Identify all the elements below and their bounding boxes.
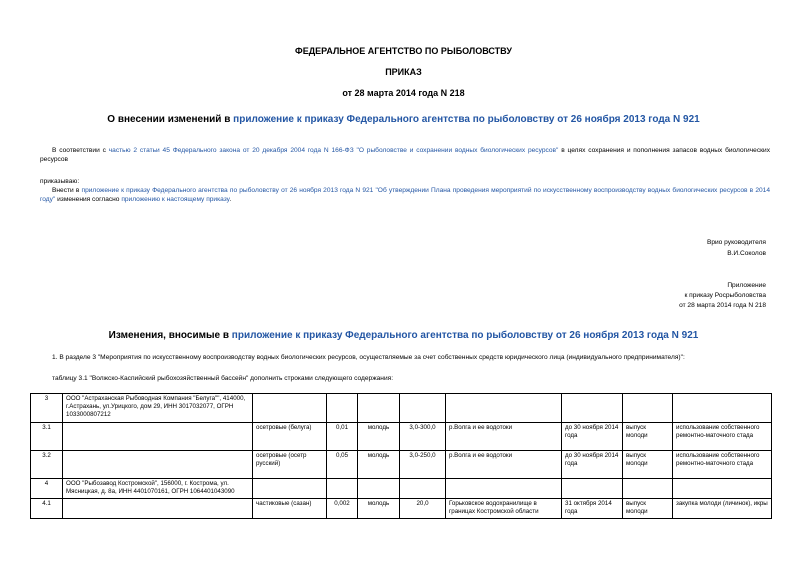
table-cell [253,479,327,499]
preamble-law-link[interactable]: частью 2 статьи 45 Федерального закона от 20 декабря 2004 года N 166-ФЗ "О рыболовстве и сохранении водных биологических ресурсов" [108,147,559,154]
table-cell [63,423,253,451]
table-row [31,499,772,519]
table-cell: ООО "Рыбозавод Костромской", 156000, г. Кострома, ул. Мясницкая, д. 8а, ИНН 4401070161, ОГРН 1064401043090 [63,479,253,499]
table-cell [446,479,562,499]
table-cell: Горьковское водохранилище в границах Костромской области [446,499,562,519]
table-cell: выпуск молоди [623,451,673,479]
document-subject [0,114,807,125]
table-cell [623,394,673,423]
table-cell [562,479,623,499]
table-cell [358,394,400,423]
preamble-text-end: в целях сохранения и пополнения запасов водных биологических ресурсов [40,147,771,164]
changes-prefix: Изменения, вносимые в [108,330,232,341]
order-paragraph [40,186,770,204]
table-cell: 0,05 [327,451,358,479]
table-cell: молодь [358,451,400,479]
order-appendix-link[interactable]: приложение к приказу Федерального агентства по рыболовству от 26 ноября 2013 года N 921 "Об утверждении Плана проведения мероприятий по искусственному воспроизводству водных биологических ресурсов в 2014 году" [40,187,770,204]
changes-item-1: 1. В разделе 3 "Мероприятия по искусственному воспроизводству водных биологических ресурсов, осуществляемые за счет собственных средств юридического лица (индивидуального предпринимателя)": [52,354,685,361]
table-cell: р.Волга и ее водотоки [446,423,562,451]
table-cell: выпуск молоди [623,423,673,451]
order-attachment-link[interactable]: приложению к настоящему приказу [121,196,230,204]
table-cell: 3 [31,394,63,423]
table-cell: 4.1 [31,499,63,519]
order-text: Внести в [52,187,82,194]
table-cell [623,479,673,499]
preamble-text: В соответствии с [52,147,109,154]
table-cell: 3.1 [31,423,63,451]
appendix-title: Приложение [727,282,766,289]
table-row [31,394,772,423]
table-cell: 0,002 [327,499,358,519]
table-cell [673,394,772,423]
changes-table [30,393,772,519]
agency-title: ФЕДЕРАЛЬНОЕ АГЕНТСТВО ПО РЫБОЛОВСТВУ [295,46,512,56]
changes-link[interactable]: приложение к приказу Федерального агентства по рыболовству от 26 ноября 2013 года N 921 [231,330,699,341]
table-cell: осетровые (осетр русский) [253,451,327,479]
table-cell: молодь [358,499,400,519]
preamble-paragraph [40,146,770,164]
table-cell: 3,0-250,0 [400,451,446,479]
table-cell: осетровые (белуга) [253,423,327,451]
signature-position: Врио руководителя [706,239,766,246]
document-type: ПРИКАЗ [385,67,422,77]
table-row [31,479,772,499]
order-word: приказываю: [40,178,80,185]
subject-prefix: О внесении изменений в [107,114,234,125]
appendix-line2: от 28 марта 2014 года N 218 [679,302,766,309]
table-cell: ООО "Астраханская Рыбоводная Компания "Белуга"", 414000, г.Астрахань, ул.Урицкого, дом 29, ИНН 3017032077, ОГРН 1033000807212 [63,394,253,423]
table-cell [327,479,358,499]
table-cell: 20,0 [400,499,446,519]
changes-title [0,330,807,341]
table-cell [400,394,446,423]
table-cell: использование собственного ремонтно-маточного стада [673,423,772,451]
table-cell [63,451,253,479]
table-cell [562,394,623,423]
table-cell [400,479,446,499]
subject-link[interactable]: приложение к приказу Федерального агентства по рыболовству от 26 ноября 2013 года N 921 [233,114,700,125]
table-cell: выпуск молоди [623,499,673,519]
table-cell: использование собственного ремонтно-маточного стада [673,451,772,479]
table-cell: до 30 ноября 2014 года [562,423,623,451]
table-cell: р.Волга и ее водотоки [446,451,562,479]
table-cell: закупка молоди (личинок), икры [673,499,772,519]
appendix-line1: к приказу Росрыболовства [684,292,766,299]
table-cell: 31 октября 2014 года [562,499,623,519]
order-text-mid: изменения согласно [55,196,122,204]
table-cell [327,394,358,423]
table-cell: 4 [31,479,63,499]
table-cell: 3,0-300,0 [400,423,446,451]
table-cell [63,499,253,519]
table-cell: частиковые (сазан) [253,499,327,519]
table-cell: молодь [358,423,400,451]
table-cell: до 30 ноября 2014 года [562,451,623,479]
table-cell [358,479,400,499]
table-cell: 3.2 [31,451,63,479]
table-cell: 0,01 [327,423,358,451]
table-cell [253,394,327,423]
changes-item-2: таблицу 3.1 "Волжско-Каспийский рыбохозяйственный бассейн" дополнить строками следующего содержания: [52,375,394,382]
signature-name: В.И.Соколов [727,250,766,257]
table-cell [446,394,562,423]
document-date: от 28 марта 2014 года N 218 [342,88,465,98]
order-text-end: . [229,196,232,204]
table-cell [673,479,772,499]
table-row [31,451,772,479]
table-row [31,423,772,451]
